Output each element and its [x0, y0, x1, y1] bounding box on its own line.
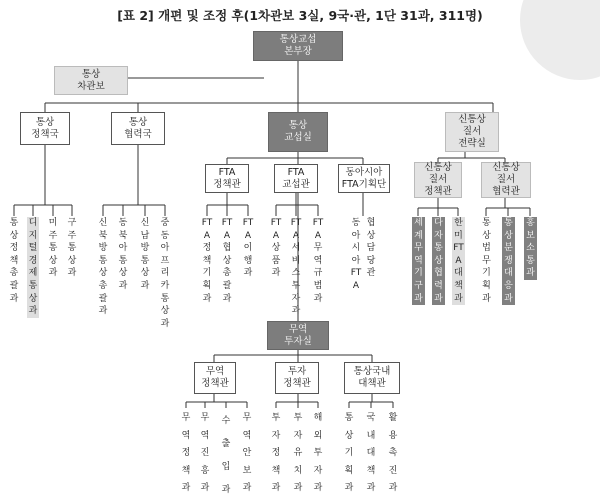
node-domestic-measures: 통상국내 대책관 — [344, 362, 400, 394]
division-trade-1: 무역정책과 — [181, 413, 191, 493]
division-eastasia-2: 협상담당관 — [366, 218, 376, 279]
division-trade-4: 무역안보과 — [242, 413, 252, 493]
node-order-policy: 신통상 질서 정책관 — [414, 162, 462, 198]
division-order-coop-3: 홍보소통과 — [524, 217, 537, 280]
node-investment-policy: 투자 정책관 — [275, 362, 319, 394]
node-fta-nego: FTA 교섭관 — [274, 164, 318, 193]
node-trade-investment-office: 무역 투자실 — [267, 321, 329, 350]
division-policy-4: 구주통상과 — [67, 218, 77, 279]
division-invest-1: 투자정책과 — [271, 413, 281, 493]
division-policy-3: 미주통상과 — [48, 218, 58, 279]
division-coop-1: 신북방통상총괄과 — [98, 218, 108, 317]
division-domestic-2: 국내대책과 — [366, 413, 376, 493]
division-domestic-3: 활용촉진과 — [388, 413, 398, 493]
division-policy-1: 통상정책총괄과 — [9, 218, 19, 304]
node-fta-policy: FTA 정책관 — [205, 164, 249, 193]
division-order-policy-2: 다자통상협력과 — [432, 217, 445, 305]
division-coop-3: 신남방통상과 — [140, 218, 150, 291]
division-fta-policy-2: FTA협상총괄과 — [221, 218, 233, 304]
node-deputy: 통상 차관보 — [54, 66, 128, 95]
division-trade-3: 수출입과 — [221, 416, 231, 495]
division-fta-policy-3: FTA이행과 — [242, 218, 254, 279]
division-invest-3: 해외투자과 — [313, 413, 323, 493]
division-eastasia-1: 동아시아FTA — [350, 218, 362, 291]
division-domestic-1: 통상기획과 — [344, 413, 354, 493]
node-trade-policy: 무역 정책관 — [194, 362, 236, 394]
node-policy-bureau: 통상 정책국 — [20, 112, 70, 145]
chart-title: [표 2] 개편 및 조정 후(1차관보 3실, 9국·관, 1단 31과, 311명) — [117, 8, 483, 23]
node-coop-bureau: 통상 협력국 — [111, 112, 165, 145]
division-invest-2: 투자유치과 — [293, 413, 303, 493]
division-trade-2: 무역진흥과 — [200, 413, 210, 493]
node-strategy-office: 신통상 질서 전략실 — [445, 112, 499, 152]
division-coop-2: 동북아통상과 — [118, 218, 128, 291]
node-eastasia-fta: 동아시아 FTA기획단 — [338, 164, 390, 193]
division-fta-nego-3: FTA무역규범과 — [312, 218, 324, 304]
division-order-policy-3: 한미FTA대책과 — [453, 218, 464, 304]
node-negotiation-office: 통상 교섭실 — [268, 112, 328, 152]
division-fta-nego-1: FTA상품과 — [270, 218, 282, 279]
division-order-coop-1: 통상법무기획과 — [482, 218, 491, 304]
division-fta-policy-1: FTA정책기획과 — [201, 218, 213, 304]
division-policy-2: 디지털경제통상과 — [28, 218, 38, 317]
node-order-coop: 신통상 질서 협력관 — [481, 162, 531, 198]
division-order-coop-2: 통상분쟁대응과 — [502, 217, 515, 305]
node-head: 통상교섭 본부장 — [253, 31, 343, 61]
division-order-policy-1: 세계무역기구과 — [412, 217, 425, 305]
division-fta-nego-2: FTA서비스투자과 — [290, 218, 302, 317]
division-coop-4: 중동아프리카통상과 — [160, 218, 170, 329]
